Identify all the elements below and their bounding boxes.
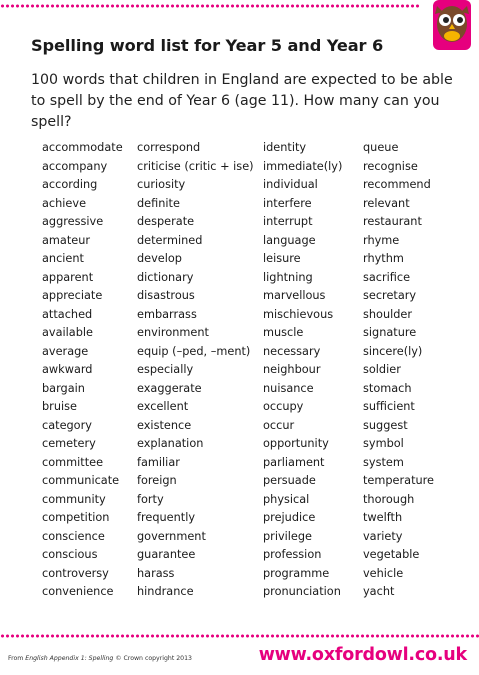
owl-logo-icon: [429, 0, 473, 50]
word-item: controversy: [42, 566, 109, 580]
word-item: sufficient: [363, 400, 415, 413]
word-item: soldier: [363, 363, 401, 376]
word-item: harass: [137, 566, 175, 580]
word-item: parliament: [263, 455, 325, 469]
word-item: neighbour: [263, 363, 321, 376]
word-item: shoulder: [363, 307, 413, 321]
website-link[interactable]: www.oxfordowl.co.uk: [258, 645, 467, 665]
word-item: especially: [137, 363, 194, 376]
word-item: rhythm: [363, 252, 404, 265]
word-item: dictionary: [137, 270, 194, 284]
word-item: yacht: [363, 585, 395, 598]
word-item: amateur: [42, 233, 91, 247]
word-item: suggest: [363, 418, 408, 432]
word-item: curiosity: [137, 178, 186, 191]
word-item: familiar: [137, 455, 180, 469]
word-column-3: [263, 139, 342, 602]
word-item: foreign: [137, 474, 177, 487]
word-item: persuade: [263, 474, 316, 487]
word-item: physical: [263, 492, 310, 506]
word-item: profession: [263, 548, 322, 561]
word-item: environment: [137, 326, 209, 339]
word-item: nuisance: [263, 381, 314, 395]
word-item: determined: [137, 233, 203, 247]
word-item: muscle: [263, 326, 304, 339]
word-item: occur: [263, 418, 295, 432]
word-item: exaggerate: [137, 381, 202, 395]
word-item: government: [137, 529, 206, 543]
word-item: twelfth: [363, 511, 403, 524]
word-item: variety: [363, 529, 403, 543]
word-item: excellent: [137, 400, 189, 413]
word-item: mischievous: [263, 307, 334, 321]
word-item: accompany: [42, 159, 108, 173]
word-item: relevant: [363, 196, 410, 210]
word-item: category: [42, 418, 92, 432]
word-item: recognise: [363, 159, 418, 173]
word-item: guarantee: [137, 548, 196, 561]
word-item: lightning: [263, 270, 313, 284]
word-item: interrupt: [263, 215, 313, 228]
word-item: apparent: [42, 270, 94, 284]
word-item: interfere: [263, 196, 312, 210]
word-item: explanation: [137, 437, 204, 450]
word-item: awkward: [42, 363, 93, 376]
word-item: conscious: [42, 548, 98, 561]
word-item: rhyme: [363, 233, 400, 247]
word-item: average: [42, 344, 89, 358]
word-item: vehicle: [363, 566, 404, 580]
word-item: aggressive: [42, 215, 104, 228]
word-item: available: [42, 326, 93, 339]
word-item: system: [363, 455, 404, 469]
word-item: symbol: [363, 437, 404, 450]
word-item: occupy: [263, 400, 304, 413]
word-item: programme: [263, 566, 330, 580]
word-item: forty: [137, 492, 164, 506]
word-item: correspond: [137, 141, 201, 154]
word-item: cemetery: [42, 437, 96, 450]
bottom-dotted-border: [0, 633, 479, 639]
word-item: sincere(ly): [363, 344, 423, 358]
word-item: according: [42, 178, 98, 191]
word-item: immediate(ly): [263, 159, 343, 173]
word-item: competition: [42, 511, 110, 524]
word-item: restaurant: [363, 215, 422, 228]
word-item: stomach: [363, 381, 412, 395]
word-item: conscience: [42, 529, 105, 543]
word-item: vegetable: [363, 548, 420, 561]
word-item: privilege: [263, 529, 312, 543]
word-item: develop: [137, 252, 182, 265]
word-item: marvellous: [263, 289, 326, 302]
word-item: attached: [42, 307, 93, 321]
word-item: pronunciation: [263, 585, 341, 598]
word-item: hindrance: [137, 585, 194, 598]
word-item: identity: [263, 141, 307, 154]
word-item: leisure: [263, 252, 301, 265]
word-item: committee: [42, 455, 104, 469]
word-column-2: [137, 139, 254, 602]
word-item: recommend: [363, 178, 431, 191]
word-item: definite: [137, 196, 180, 210]
word-column-1: [42, 139, 123, 602]
word-item: appreciate: [42, 289, 103, 302]
word-item: bruise: [42, 400, 77, 413]
word-item: language: [263, 233, 316, 247]
source-credit: From English Appendix 1: Spelling © Crown copyright 2013: [8, 655, 192, 662]
word-item: desperate: [137, 215, 195, 228]
word-item: community: [42, 492, 106, 506]
word-item: sacrifice: [363, 270, 411, 284]
word-item: individual: [263, 178, 318, 191]
word-item: frequently: [137, 511, 196, 524]
word-item: bargain: [42, 381, 85, 395]
word-item: opportunity: [263, 437, 329, 450]
word-item: queue: [363, 141, 399, 154]
page-subtitle: 100 words that children in England are expected to be able to spell by the end of Year 6 (age 11). How many can you spell?: [31, 72, 453, 130]
word-item: criticise (critic + ise): [137, 159, 254, 173]
word-item: accommodate: [42, 141, 123, 154]
word-item: convenience: [42, 585, 114, 598]
word-item: disastrous: [137, 289, 195, 302]
page-title: Spelling word list for Year 5 and Year 6: [31, 36, 384, 55]
top-dotted-border: [0, 0, 479, 12]
word-item: embarrass: [137, 307, 197, 321]
word-item: achieve: [42, 196, 87, 210]
word-item: ancient: [42, 252, 84, 265]
word-column-4: [363, 139, 434, 602]
word-item: prejudice: [263, 511, 316, 524]
word-item: signature: [363, 326, 417, 339]
word-item: communicate: [42, 474, 120, 487]
word-item: necessary: [263, 344, 321, 358]
word-item: secretary: [363, 289, 417, 302]
word-item: equip (–ped, –ment): [137, 344, 251, 358]
word-item: thorough: [363, 492, 415, 506]
word-item: temperature: [363, 474, 435, 487]
word-item: existence: [137, 418, 192, 432]
